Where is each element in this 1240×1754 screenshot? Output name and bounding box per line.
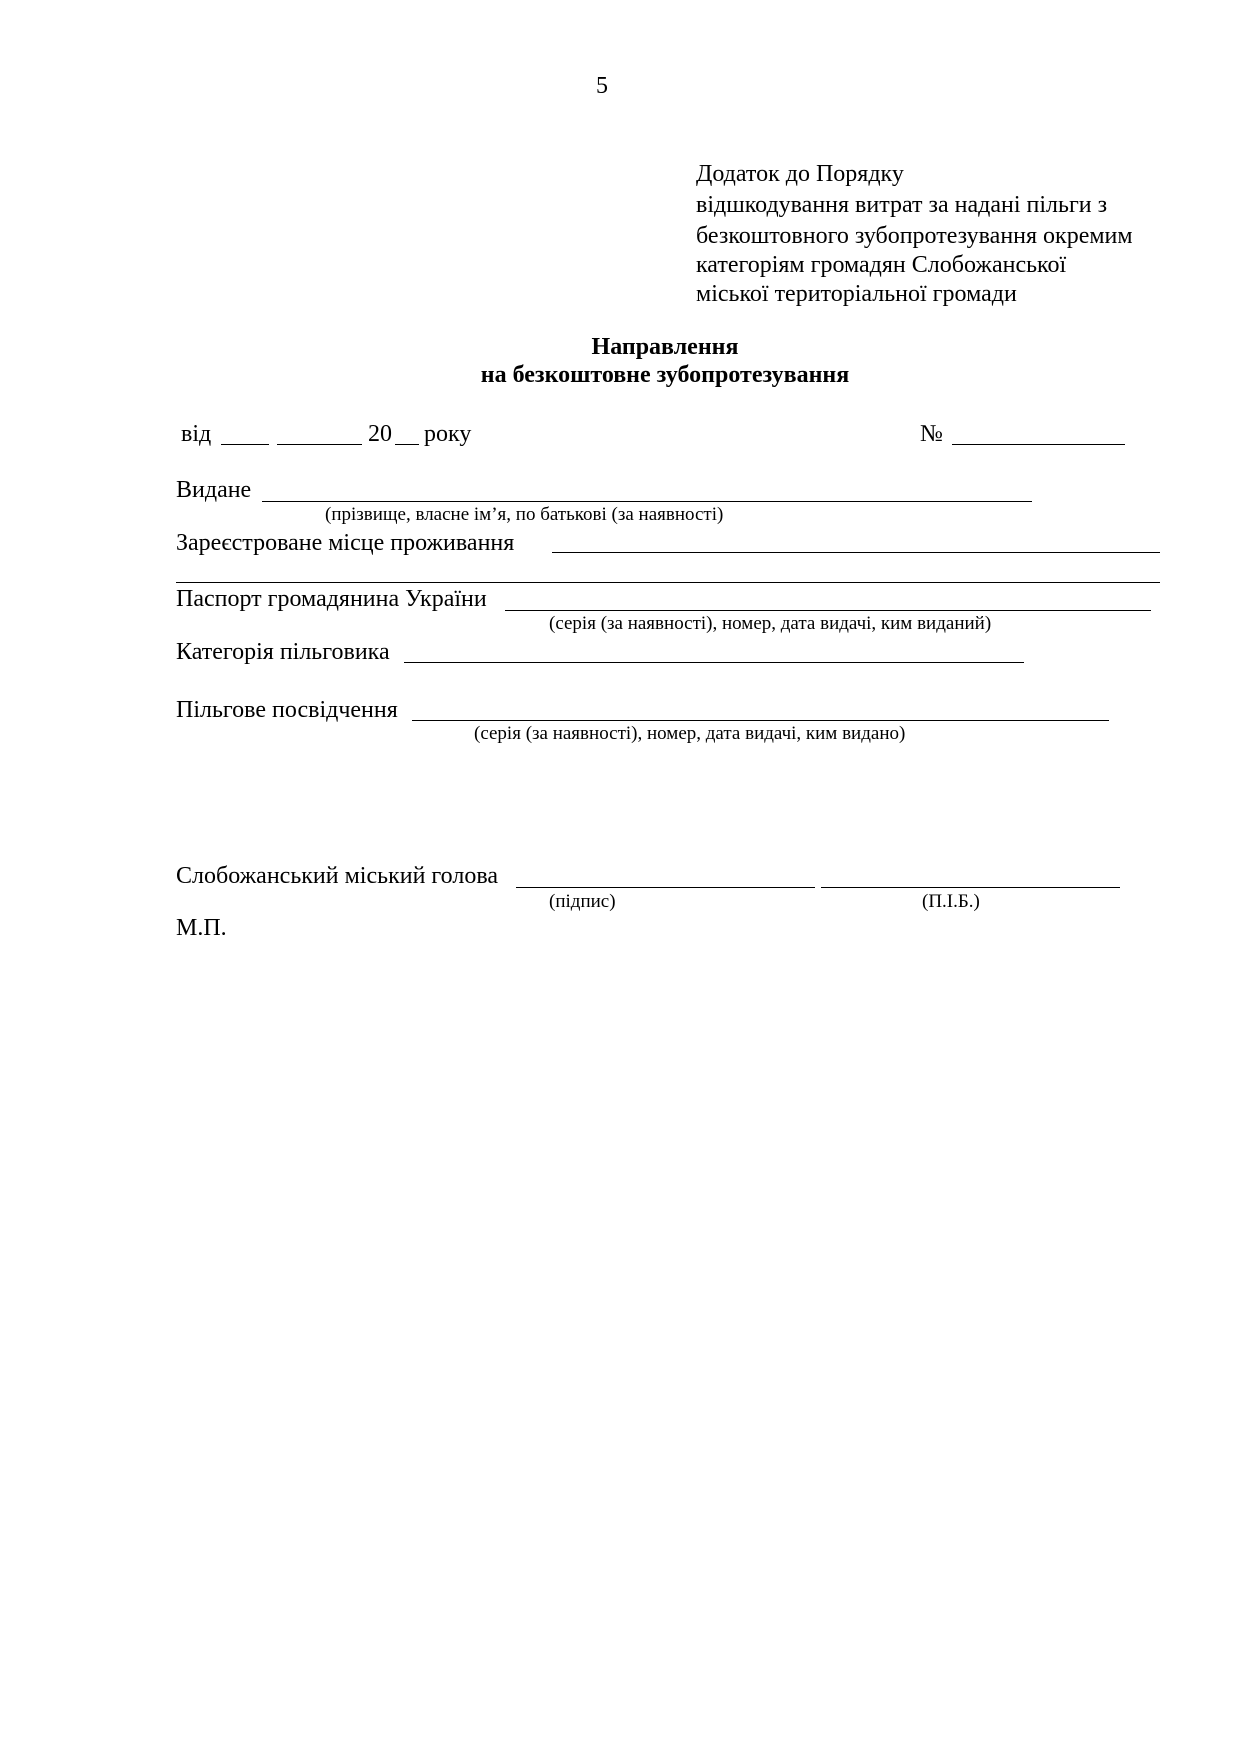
document-title: Направлення xyxy=(591,334,739,360)
certificate-hint: (серія (за наявності), номер, дата видачі, ким видано) xyxy=(474,723,906,744)
appendix-line-4: категоріям громадян Слобожанської xyxy=(696,252,1067,278)
residence-blank-line xyxy=(552,552,1160,553)
residence-label: Зареєстроване місце проживання xyxy=(176,530,515,556)
full-name-blank-line xyxy=(821,887,1120,888)
number-blank-line xyxy=(952,444,1125,445)
signature-blank-line xyxy=(516,887,815,888)
issued-to-hint: (прізвище, власне ім’я, по батькові (за наявності) xyxy=(325,504,724,525)
category-blank-line xyxy=(404,662,1024,663)
passport-blank-line xyxy=(505,610,1151,611)
certificate-blank-line xyxy=(412,720,1109,721)
appendix-line-2: відшкодування витрат за надані пільги з xyxy=(696,192,1108,218)
issued-to-label: Видане xyxy=(176,477,252,503)
page-number: 5 xyxy=(596,73,608,99)
year-prefix: 20 xyxy=(368,421,392,447)
seal-label: М.П. xyxy=(176,915,227,941)
year-suffix: року xyxy=(424,421,472,447)
date-from-label: від xyxy=(181,421,212,447)
appendix-line-3: безкоштовного зубопротезування окремим xyxy=(696,223,1133,249)
city-head-label: Слобожанський міський голова xyxy=(176,863,498,889)
issued-to-blank-line xyxy=(262,501,1032,502)
passport-label: Паспорт громадянина України xyxy=(176,586,487,612)
day-blank-line xyxy=(221,444,269,445)
year-blank-line xyxy=(395,444,419,445)
residence-second-line xyxy=(176,582,1160,583)
category-label: Категорія пільговика xyxy=(176,639,390,665)
certificate-label: Пільгове посвідчення xyxy=(176,697,398,723)
document-subtitle: на безкоштовне зубопротезування xyxy=(480,362,850,388)
number-label: № xyxy=(920,421,943,447)
appendix-line-1: Додаток до Порядку xyxy=(696,161,904,187)
appendix-line-5: міської територіальної громади xyxy=(696,281,1017,307)
month-blank-line xyxy=(277,444,362,445)
full-name-hint: (П.І.Б.) xyxy=(922,891,980,912)
passport-hint: (серія (за наявності), номер, дата видачі, ким виданий) xyxy=(549,613,992,634)
signature-hint: (підпис) xyxy=(549,891,616,912)
